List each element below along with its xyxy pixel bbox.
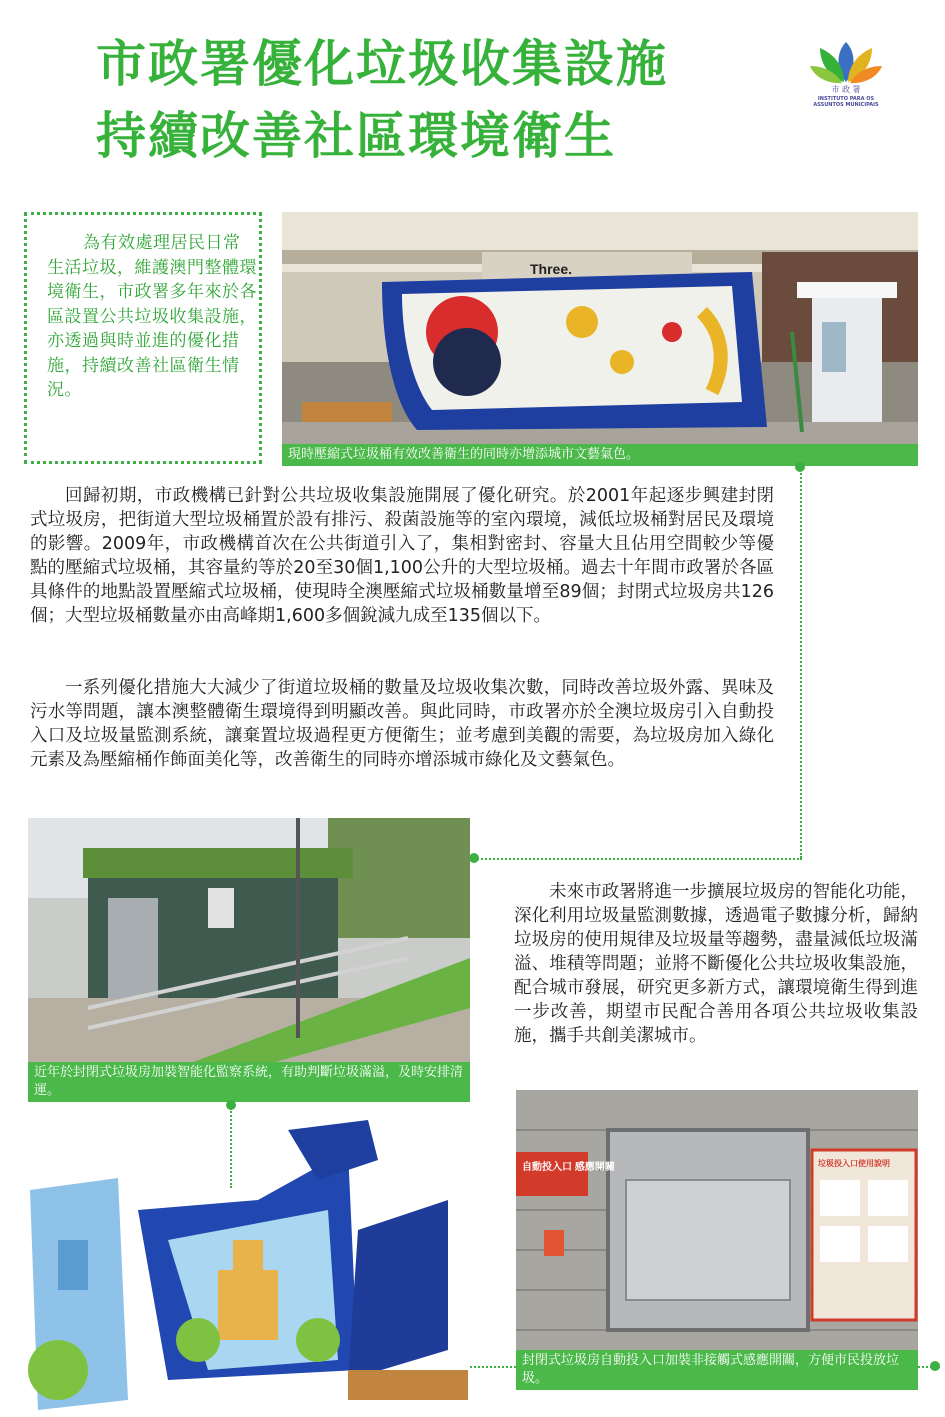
compactor-street-photo [282, 212, 918, 448]
logo-chinese-name: 市 政 署 [831, 85, 861, 94]
inlet-sign-text: 自動投入口 感應開關 [522, 1162, 615, 1173]
connector-line [800, 466, 802, 858]
paragraph-1: 回歸初期，市政機構已針對公共垃圾收集設施開展了優化研究。於2001年起逐步興建封閉式垃圾房，把街道大型垃圾桶置於設有排污、殺菌設施等的室內環境，減低垃圾桶對居民及環境的影響。2009年，市政機構首次在公共街道引入了，集相對密封、容量大且佔用空間較少等優點的壓縮式垃圾桶，其容量約等於20至30個1,100公升的大型垃圾桶。過去十年間市政署於各區具條件的地點設置壓縮式垃圾桶，使現時全澳壓縮式垃圾桶數量增至89個；封閉式垃圾房共126個；大型垃圾桶數量亦由高峰期1,600多個銳減九成至135個以下。 [30, 486, 774, 626]
photo1-caption: 現時壓縮式垃圾桶有效改善衛生的同時亦增添城市文藝氣色。 [282, 444, 918, 466]
headline-line1: 市政署優化垃圾收集設施 [96, 35, 668, 93]
connector-dot [930, 1361, 940, 1371]
photo2-caption: 近年於封閉式垃圾房加裝智能化監察系統，有助判斷垃圾滿溢，及時安排清運。 [28, 1062, 470, 1102]
auto-inlet-photo [516, 1090, 918, 1352]
instruction-sign-text: 垃圾投入口使用說明 [818, 1159, 890, 1168]
photo4-caption: 封閉式垃圾房自動投入口加裝非接觸式感應開關，方便市民投放垃圾。 [516, 1350, 918, 1390]
iam-logo [806, 40, 886, 110]
logo-portuguese-name: INSTITUTO PARA OS ASSUNTOS MUNICIPAIS [813, 96, 879, 108]
shop-sign-text: Three. [530, 261, 573, 277]
connector-dot [795, 462, 805, 472]
connector-dot [469, 853, 479, 863]
paragraph-2: 一系列優化措施大大減少了街道垃圾桶的數量及垃圾收集次數，同時改善垃圾外露、異味及污水等問題，讓本澳整體衛生環境得到明顯改善。與此同時，市政署亦於全澳垃圾房引入自動投入口及垃圾量監測系統，讓棄置垃圾過程更方便衛生；並考慮到美觀的需要，為垃圾房加入綠化元素及為壓縮桶作飾面美化等，改善衛生的同時亦增添城市綠化及文藝氣色。 [30, 678, 774, 770]
paragraph-3: 未來市政署將進一步擴展垃圾房的智能化功能，深化利用垃圾量監測數據，透過電子數據分析，歸納垃圾房的使用規律及垃圾量等趨勢，盡量減低垃圾滿溢、堆積等問題；並將不斷優化公共垃圾收集設施，配合城市發展，研究更多新方式，讓環境衛生得到進一步改善，期望市民配合善用各項公共垃圾收集設施，攜手共創美潔城市。 [514, 882, 918, 1046]
refuse-house-photo [28, 818, 470, 1064]
headline-line2: 持續改善社區環境衛生 [96, 107, 616, 165]
connector-line [474, 858, 802, 860]
intro-box [24, 212, 262, 464]
intro-text: 為有效處理居民日常生活垃圾，維護澳門整體環境衛生，市政署多年來於各區設置公共垃圾收集設施，亦透過與時並進的優化措施，持續改善社區衛生情況。 [47, 233, 257, 400]
lotus-emblem-icon [806, 40, 886, 86]
decorated-compactor-photo [28, 1120, 498, 1410]
